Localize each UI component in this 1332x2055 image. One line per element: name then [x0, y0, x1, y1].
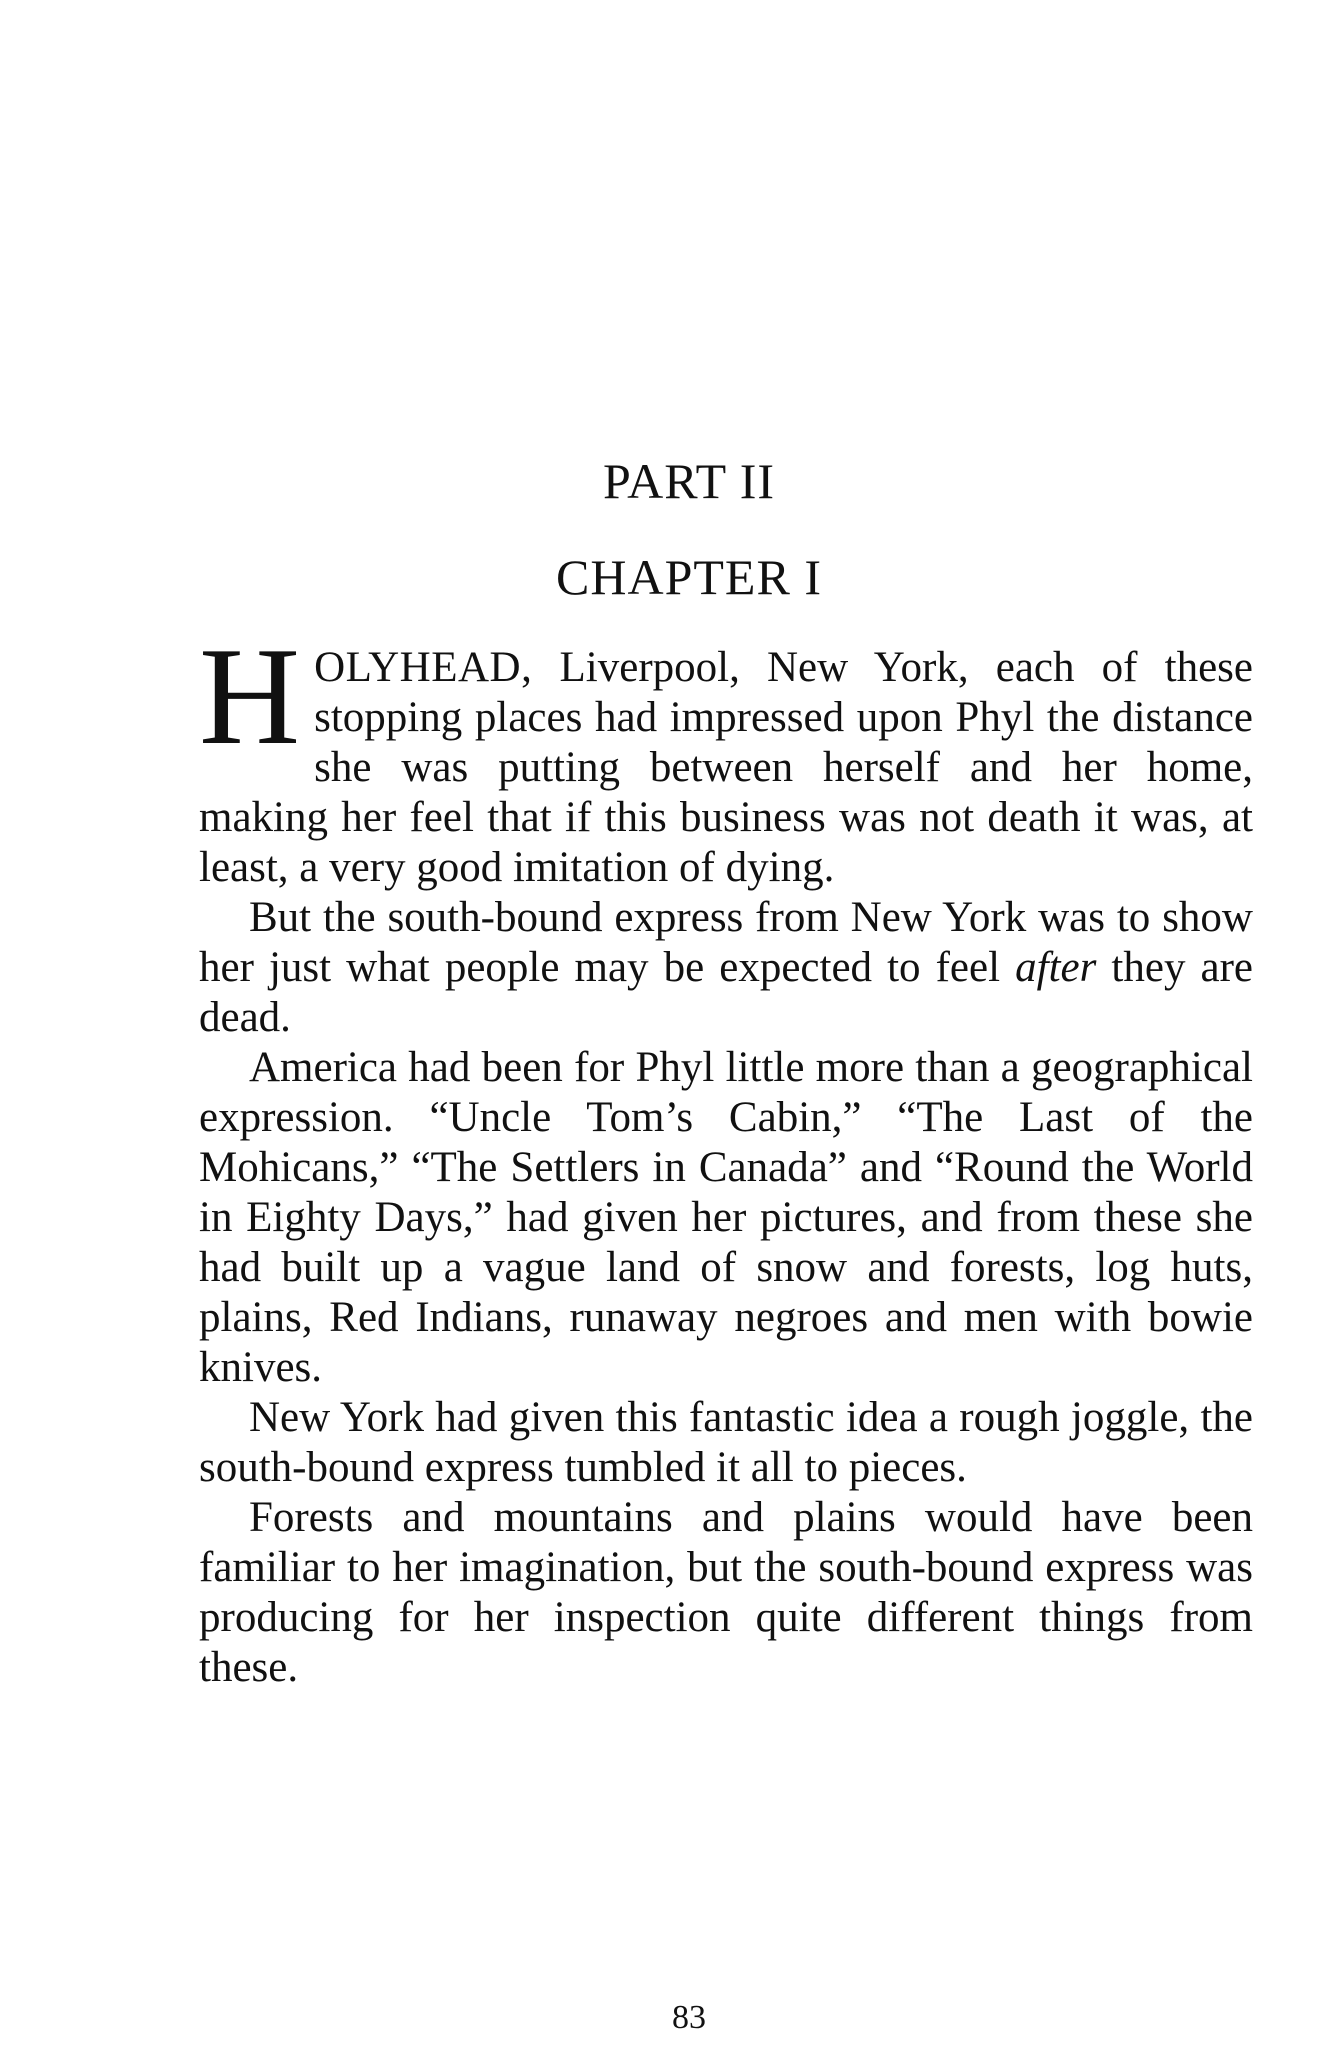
paragraph-2-text-b: they are dead.: [199, 944, 1253, 1041]
paragraph-2: [199, 893, 1253, 1043]
paragraph-4: New York had given this fantastic idea a rough joggle, the south-bound express tumbled it all to pieces.: [199, 1394, 1253, 1491]
chapter-body: [199, 619, 1253, 1693]
part-heading: PART II: [602, 453, 776, 509]
chapter-heading: CHAPTER I: [556, 549, 822, 605]
paragraph-3: America had been for Phyl little more than a geographical expression. “Uncle Tom’s Cabin,” “The Last of the Mohicans,” “The Settlers in Canada” and “Round the World in Eighty Days,” had given her pictures, and from these she had built up a vague land of snow and forests, log huts, plains, Red Indians, runaway negroes and men with bowie knives.: [199, 1044, 1253, 1391]
page-number: 83: [672, 1999, 706, 2036]
paragraph-1-lead: OLYHEAD,: [314, 644, 533, 691]
drop-cap: H: [199, 619, 301, 774]
paragraph-5: Forests and mountains and plains would have been familiar to her imagination, but the south-bound express was producing for her inspection quite different things from these.: [199, 1494, 1253, 1691]
paragraph-2-text-a: But the south-bound express from New York was to show her just what people may be expected to feel: [199, 894, 1253, 991]
paragraph-1-text: Liverpool, New York, each of these stopping places had impressed upon Phyl the distance she was putting between herself and her home, making her feel that if this business was not death it was, at least, a very good imitation of dying.: [199, 644, 1253, 891]
paragraph-1: [199, 619, 1253, 893]
paragraph-2-italic: after: [1015, 944, 1097, 991]
